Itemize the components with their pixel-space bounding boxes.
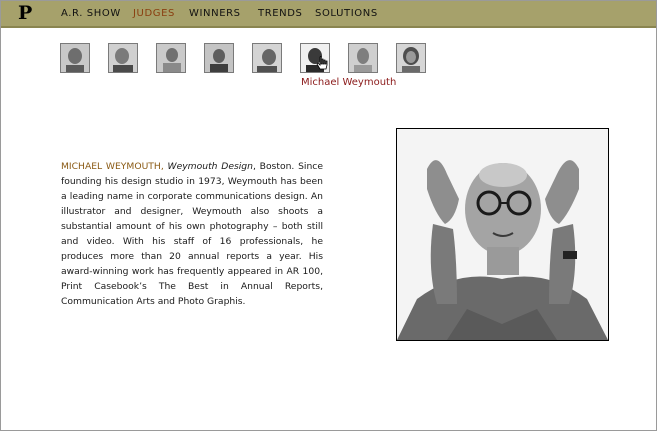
top-navbar bbox=[1, 1, 656, 26]
judge-thumbnail[interactable] bbox=[108, 43, 138, 73]
judge-portrait bbox=[396, 128, 609, 341]
navbar-divider bbox=[1, 26, 656, 28]
nav-solutions[interactable]: SOLUTIONS bbox=[315, 8, 378, 19]
nav-trends[interactable]: TRENDS bbox=[258, 8, 303, 19]
bio-location: , Boston. bbox=[252, 161, 295, 172]
bio-text: Since founding his design studio in 1973, Weymouth has been a leading name in corporate communications design. An illustrator and designer, Weymouth also shoots a substantial amount of his own photography – both still and video. With his staff of 16 professionals, he produces more than 20 annual reports a year. His award-winning work has frequently appeared in AR 100, Print Casebook’s The Best in Annual Reports, Communication Arts and Photo Graphis. bbox=[61, 161, 323, 307]
nav-winners[interactable]: WINNERS bbox=[189, 8, 241, 19]
judge-bio bbox=[61, 159, 323, 309]
logo[interactable]: P bbox=[18, 2, 33, 24]
judge-thumbnail[interactable] bbox=[60, 43, 90, 73]
judge-thumbnail[interactable] bbox=[348, 43, 378, 73]
judge-thumbnail[interactable] bbox=[204, 43, 234, 73]
selected-judge-caption: Michael Weymouth bbox=[301, 77, 397, 88]
judge-thumbnail[interactable] bbox=[396, 43, 426, 73]
bio-company: Weymouth Design bbox=[167, 161, 253, 172]
bio-name: MICHAEL WEYMOUTH, bbox=[61, 161, 164, 172]
judge-thumbnail[interactable] bbox=[156, 43, 186, 73]
nav-judges[interactable]: JUDGES bbox=[133, 8, 175, 19]
nav-ar-show[interactable]: A.R. SHOW bbox=[61, 8, 121, 19]
judge-thumbnail[interactable] bbox=[252, 43, 282, 73]
judge-thumbnails bbox=[60, 43, 440, 73]
hand-cursor-icon bbox=[316, 56, 328, 72]
